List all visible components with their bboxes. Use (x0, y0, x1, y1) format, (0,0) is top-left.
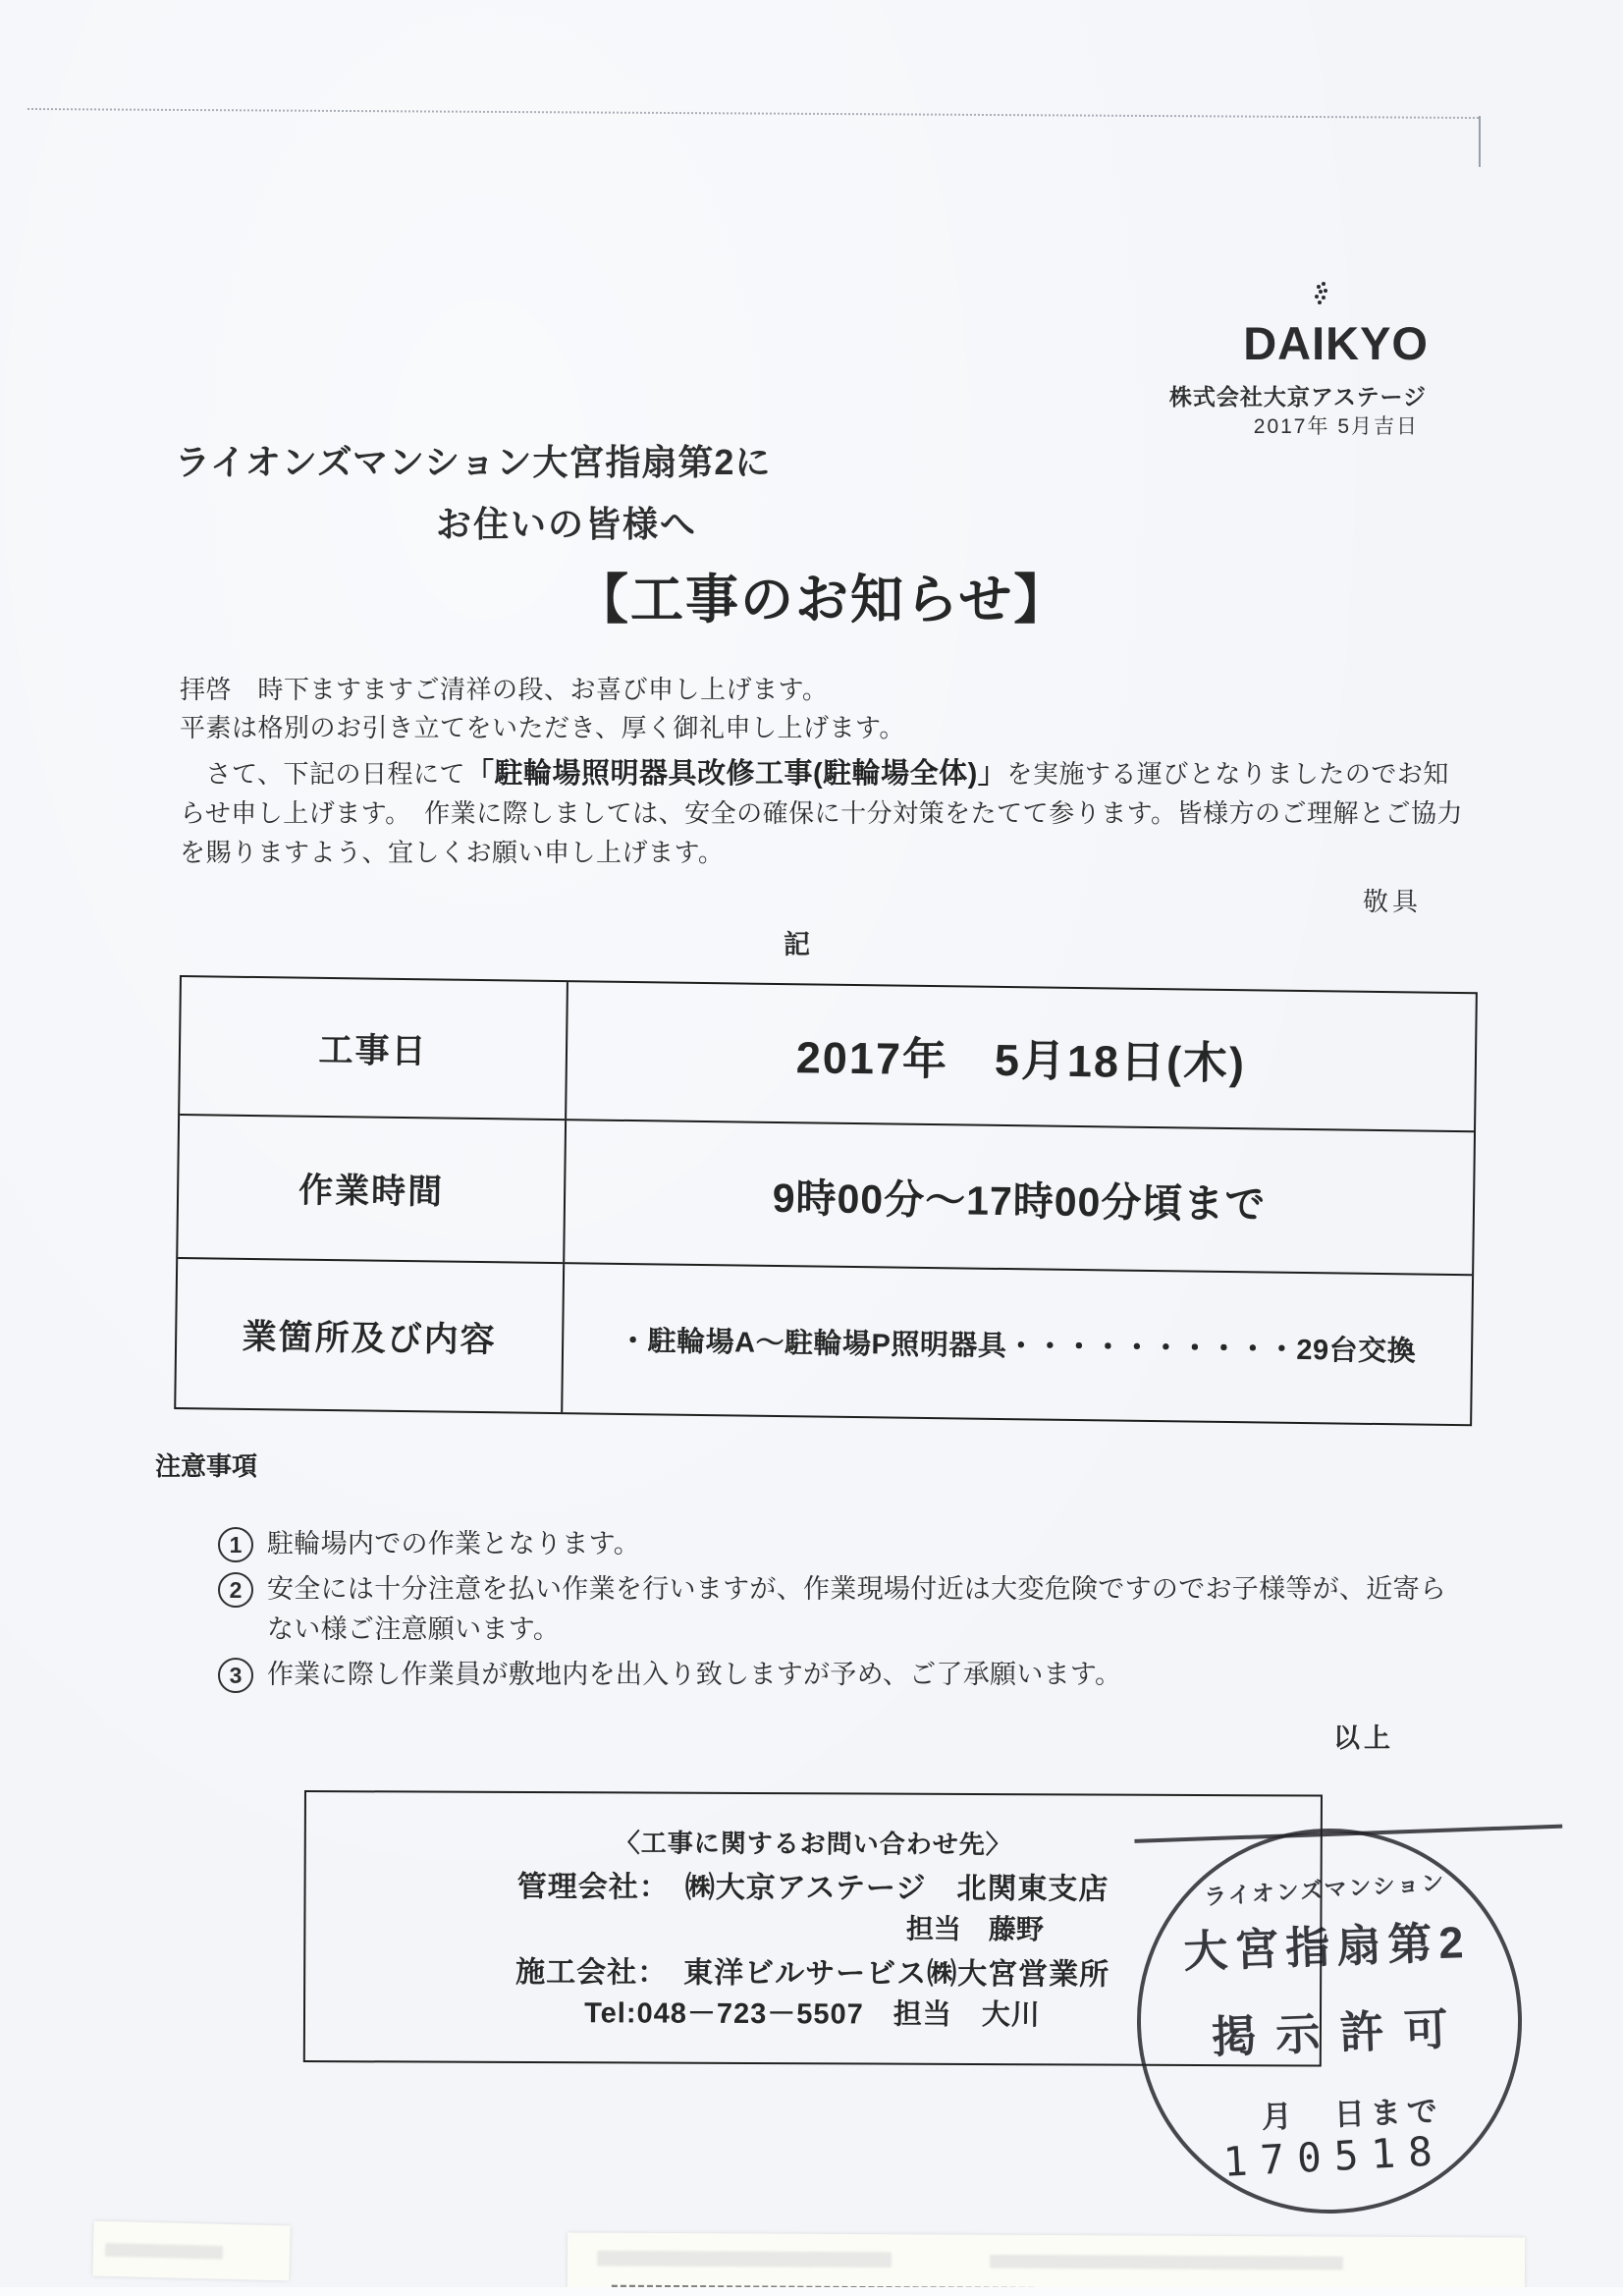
daikyo-logo: DAIKYO (1243, 317, 1429, 369)
scan-artifact-dotted-line (27, 108, 1479, 119)
greeting-line1: 拝啓 時下ますますご清祥の段、お喜び申し上げます。 (180, 675, 829, 704)
company-name: 株式会社大京アステージ (1168, 384, 1427, 410)
list-item (218, 1569, 1455, 1650)
table-row-work-scope (176, 1259, 1472, 1424)
list-item (218, 1655, 1455, 1695)
addressee-line1: ライオンズマンション大宮指扇第2に (175, 442, 772, 482)
greeting-line2: 平素は格別のお引き立てをいただき、厚く御礼申し上げます。 (180, 713, 905, 742)
stamp-handwritten-date: 170518 (1221, 2127, 1446, 2186)
greeting-paragraph-post: を実施する運びとなりましたのでお知らせ申し上げます。 作業に際しましては、安全の確保に十分対策をたてて参ります。皆様方のご理解とご協力を賜りますよう、宜しくお願い申し上げます。 (180, 759, 1464, 867)
row-label: 工事日 (180, 977, 568, 1119)
table-row-construction-date (180, 977, 1476, 1132)
notes-list (218, 1524, 1455, 1700)
row-label: 業箇所及び内容 (176, 1259, 565, 1412)
contact-telephone: Tel:048－723－5507 担当 大川 (584, 1997, 1041, 2032)
row-value: 2017年 5月18日(木) (795, 1032, 1247, 1089)
list-item (218, 1524, 1455, 1564)
contact-heading: 〈工事に関するお問い合わせ先〉 (614, 1828, 1012, 1860)
construction-name-emphasis: 「駐輪場照明器具改修工事(駐輪場全体)」 (464, 758, 1007, 790)
greeting-paragraph (180, 754, 1471, 872)
note-text: 安全には十分注意を払い作業を行いますが、作業現場付近は大変危険ですのでお子様等が、近寄らない様ご注意願います。 (267, 1574, 1447, 1644)
scan-ghost-text (990, 2255, 1343, 2270)
posting-permission-stamp (1130, 1822, 1528, 2219)
document-date: 2017年 5月吉日 (1253, 415, 1419, 438)
note-text: 駐輪場内での作業となります。 (267, 1529, 641, 1558)
stamp-brand-text: ライオンズマンション (1203, 1869, 1447, 1910)
record-mark: 記 (784, 930, 810, 959)
row-label: 作業時間 (178, 1116, 567, 1262)
page-title: 【工事のお知らせ】 (575, 571, 1069, 629)
note-text: 作業に際し作業員が敷地内を出入り致しますが予め、ご了承願います。 (267, 1660, 1122, 1689)
scan-artifact-paper-strip (92, 2221, 290, 2281)
closing-keigu: 敬具 (1362, 887, 1422, 916)
addressee-line2: お住いの皆様へ (436, 504, 698, 544)
row-value: ・駐輪場A～駐輪場P照明器具・・・・・・・・・・29台交換 (618, 1325, 1417, 1368)
contact-management-company: 管理会社： ㈱大京アステージ 北関東支店 (516, 1870, 1109, 1906)
daikyo-sprout-icon (1318, 301, 1322, 304)
schedule-table (174, 975, 1478, 1426)
stamp-permit-text: 掲示許可 (1211, 2003, 1469, 2063)
contact-builder-company: 施工会社： 東洋ビルサービス㈱大宮営業所 (515, 1955, 1110, 1992)
row-value: 9時00分～17時00分頃まで (772, 1175, 1267, 1227)
closing-ijou: 以上 (1333, 1723, 1394, 1753)
circled-number-icon: 2 (218, 1572, 253, 1608)
table-row-work-hours (178, 1116, 1474, 1276)
circled-number-icon: 3 (218, 1658, 253, 1693)
notes-heading: 注意事項 (155, 1451, 258, 1481)
circled-number-icon: 1 (218, 1527, 253, 1562)
contact-management-person: 担当 藤野 (905, 1913, 1044, 1945)
scan-ghost-text (105, 2243, 223, 2260)
scan-bottom-edge (0, 2287, 1623, 2296)
stamp-building-name: 大宮指扇第2 (1182, 1916, 1472, 1978)
greeting-paragraph-pre: さて、下記の日程にて (180, 759, 465, 789)
scan-artifact-tick (1479, 116, 1481, 167)
stamp-valid-until: 月 日まで (1261, 2094, 1444, 2135)
scan-ghost-text (597, 2251, 892, 2269)
